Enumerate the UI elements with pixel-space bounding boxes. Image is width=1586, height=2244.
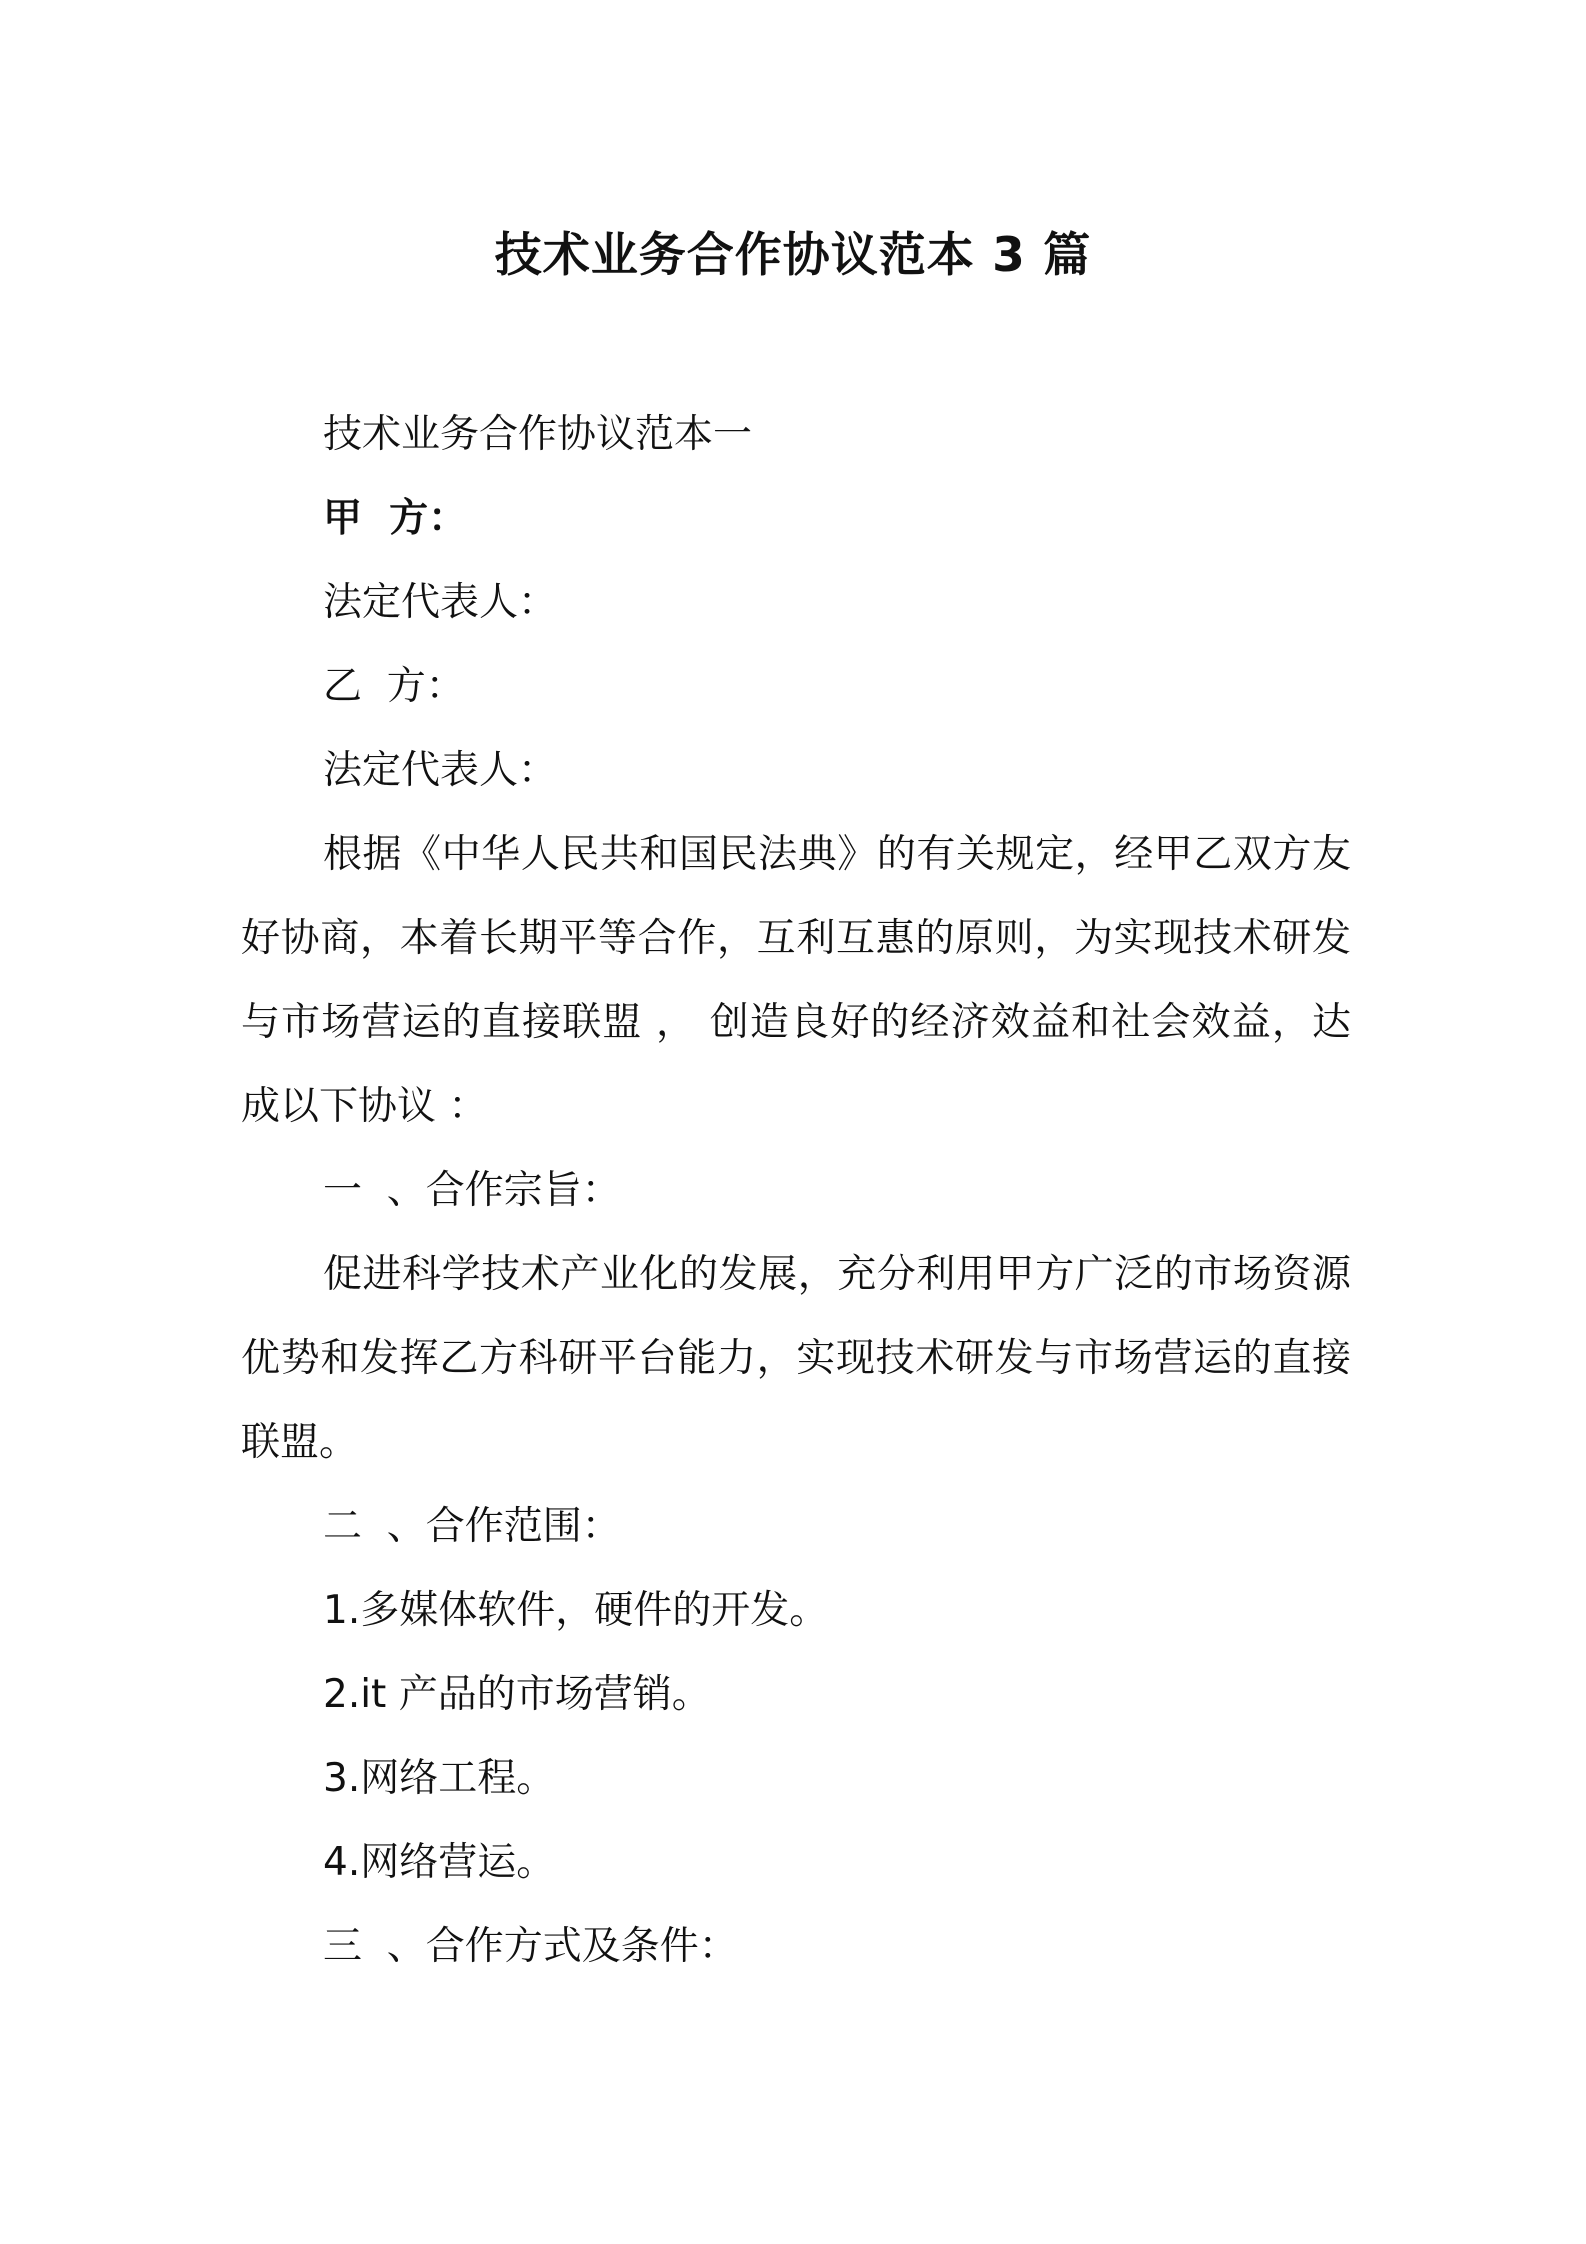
section-heading-scope: 二 、合作范围： <box>323 1504 621 1549</box>
agreement-subtitle: 技术业务合作协议范本一 <box>323 412 753 457</box>
preamble-line: 与市场营运的直接联盟 ， 创造良好的经济效益和社会效益，达 <box>241 1000 1351 1045</box>
scope-list-item: 4.网络营运。 <box>323 1840 556 1885</box>
section-heading-purpose: 一 、合作宗旨： <box>323 1168 621 1213</box>
scope-list-item: 2.it 产品的市场营销。 <box>323 1672 711 1717</box>
scope-list-item: 1.多媒体软件，硬件的开发。 <box>323 1588 829 1633</box>
party-b-representative-label: 法定代表人： <box>323 748 558 793</box>
preamble-line: 根据《中华人民共和国民法典》的有关规定，经甲乙双方友 <box>323 832 1351 877</box>
party-b-label: 乙 方： <box>323 664 465 709</box>
purpose-line: 优势和发挥乙方科研平台能力，实现技术研发与市场营运的直接 <box>241 1336 1351 1381</box>
party-a-representative-label: 法定代表人： <box>323 580 558 625</box>
preamble-line: 成以下协议 ： <box>241 1084 488 1129</box>
party-a-label: 甲 方： <box>323 496 468 541</box>
purpose-line: 联盟。 <box>241 1420 359 1465</box>
preamble-line: 好协商，本着长期平等合作，互利互惠的原则，为实现技术研发 <box>241 916 1351 961</box>
section-heading-method: 三 、合作方式及条件： <box>323 1924 738 1969</box>
document-title: 技术业务合作协议范本 3 篇 <box>494 228 1092 283</box>
purpose-line: 促进科学技术产业化的发展，充分利用甲方广泛的市场资源 <box>323 1252 1351 1297</box>
scope-list-item: 3.网络工程。 <box>323 1756 556 1801</box>
